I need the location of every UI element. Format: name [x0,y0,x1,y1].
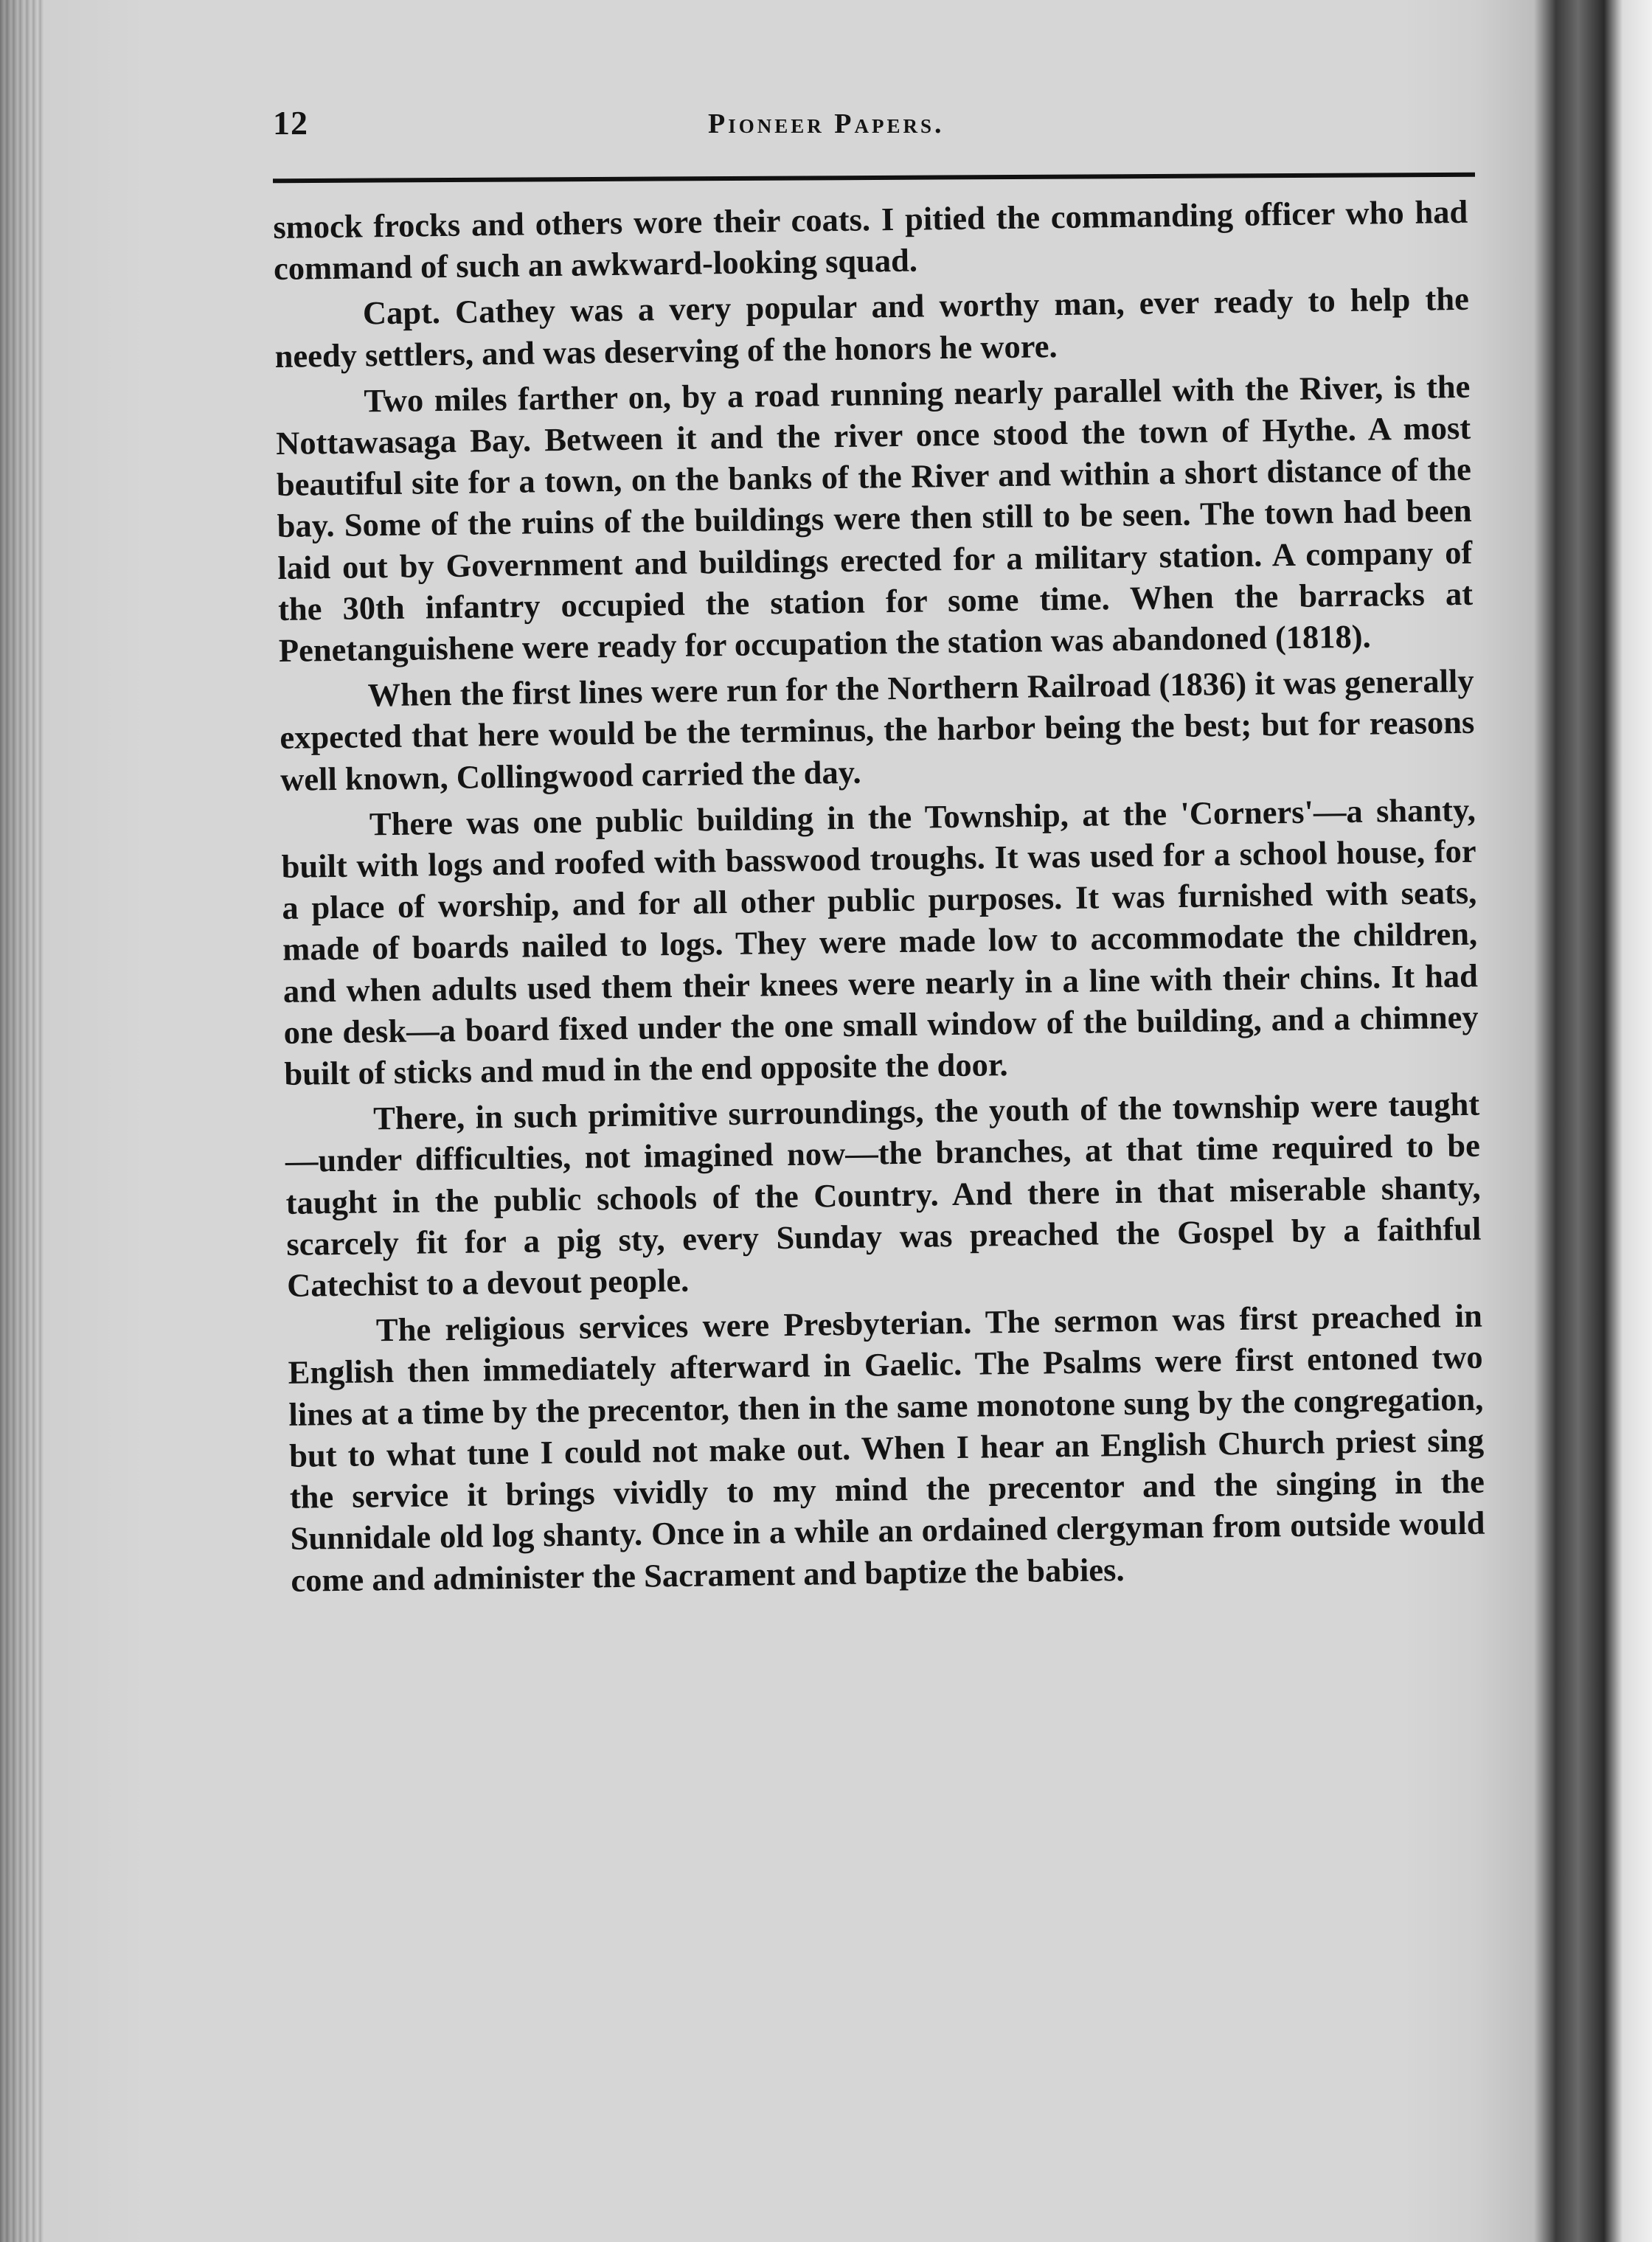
page-number: 12 [273,104,308,142]
paragraph-continued: smock frocks and others wore their coats. I pitied the commanding officer who had command of such an awkward-looking squad. [273,192,1468,288]
paragraph-public-building: There was one public building in the Township, at the 'Corners'—a shanty, built with logs and roofed with basswood troughs. It was used for a school house, for a place of worship, and for all other public purposes. It was furnished with seats, made of boards nailed to logs. They were made low to accommodate the children, and when adults used them their knees were nearly in a line with their chins. It had one desk—a board fixed under the one small window of the building, and a chimney built of sticks and mud in the end opposite the door. [281,791,1479,1092]
paragraph-railroad: When the first lines were run for the Northern Railroad (1836) it was generally expected that here would be the terminus, the harbor being the best; but for reasons well known, Collingwood carried the day. [280,662,1475,798]
paragraph-hythe: Two miles farther on, by a road running nearly parallel with the River, is the Nottawasaga Bay. Between it and the river once stood the town of Hythe. A most beautiful site for a town, on the banks of the River and within a short distance of the bay. Some of the ruins of the buildings were then still to be seen. The town had been laid out by Government and buildings erected for a military station. A company of the 30th infantry occupied the station for some time. When the barracks at Penetanguishene were ready for occupation the station was abandoned (1818). [275,367,1474,669]
running-head: Pioneer Papers. [708,108,945,139]
page-body [273,191,1486,1606]
page-header [266,96,1475,155]
paragraph-youth-taught: There, in such primitive surroundings, the youth of the township were taught—under difficulties, not imagined now—the branches, at that time required to be taught in the public schools of the Country. And there in that miserable shanty, scarcely fit for a pig sty, every Sunday was preached the Gospel by a faithful Catechist to a devout people. [285,1085,1482,1304]
binding-edge [0,0,44,2242]
paragraph-religious-services: The religious services were Presbyterian. The sermon was first preached in English then immediately afterward in Gaelic. The Psalms were first entoned two lines at a time by the precentor, then in the same monotone sung by the congregation, but to what tune I could not make out. When I hear an English Church priest sing the service it brings vividly to my mind the precentor and the singing in the Sunnidale old log shanty. Once in a while an ordained clergyman from outside would come and administer the Sacrament and baptize the babies. [288,1297,1485,1599]
paragraph-capt-cathey: Capt. Cathey was a very popular and worthy man, ever ready to help the needy settlers, and was deserving of the honors he wore. [274,280,1470,375]
book-page [266,96,1485,1599]
